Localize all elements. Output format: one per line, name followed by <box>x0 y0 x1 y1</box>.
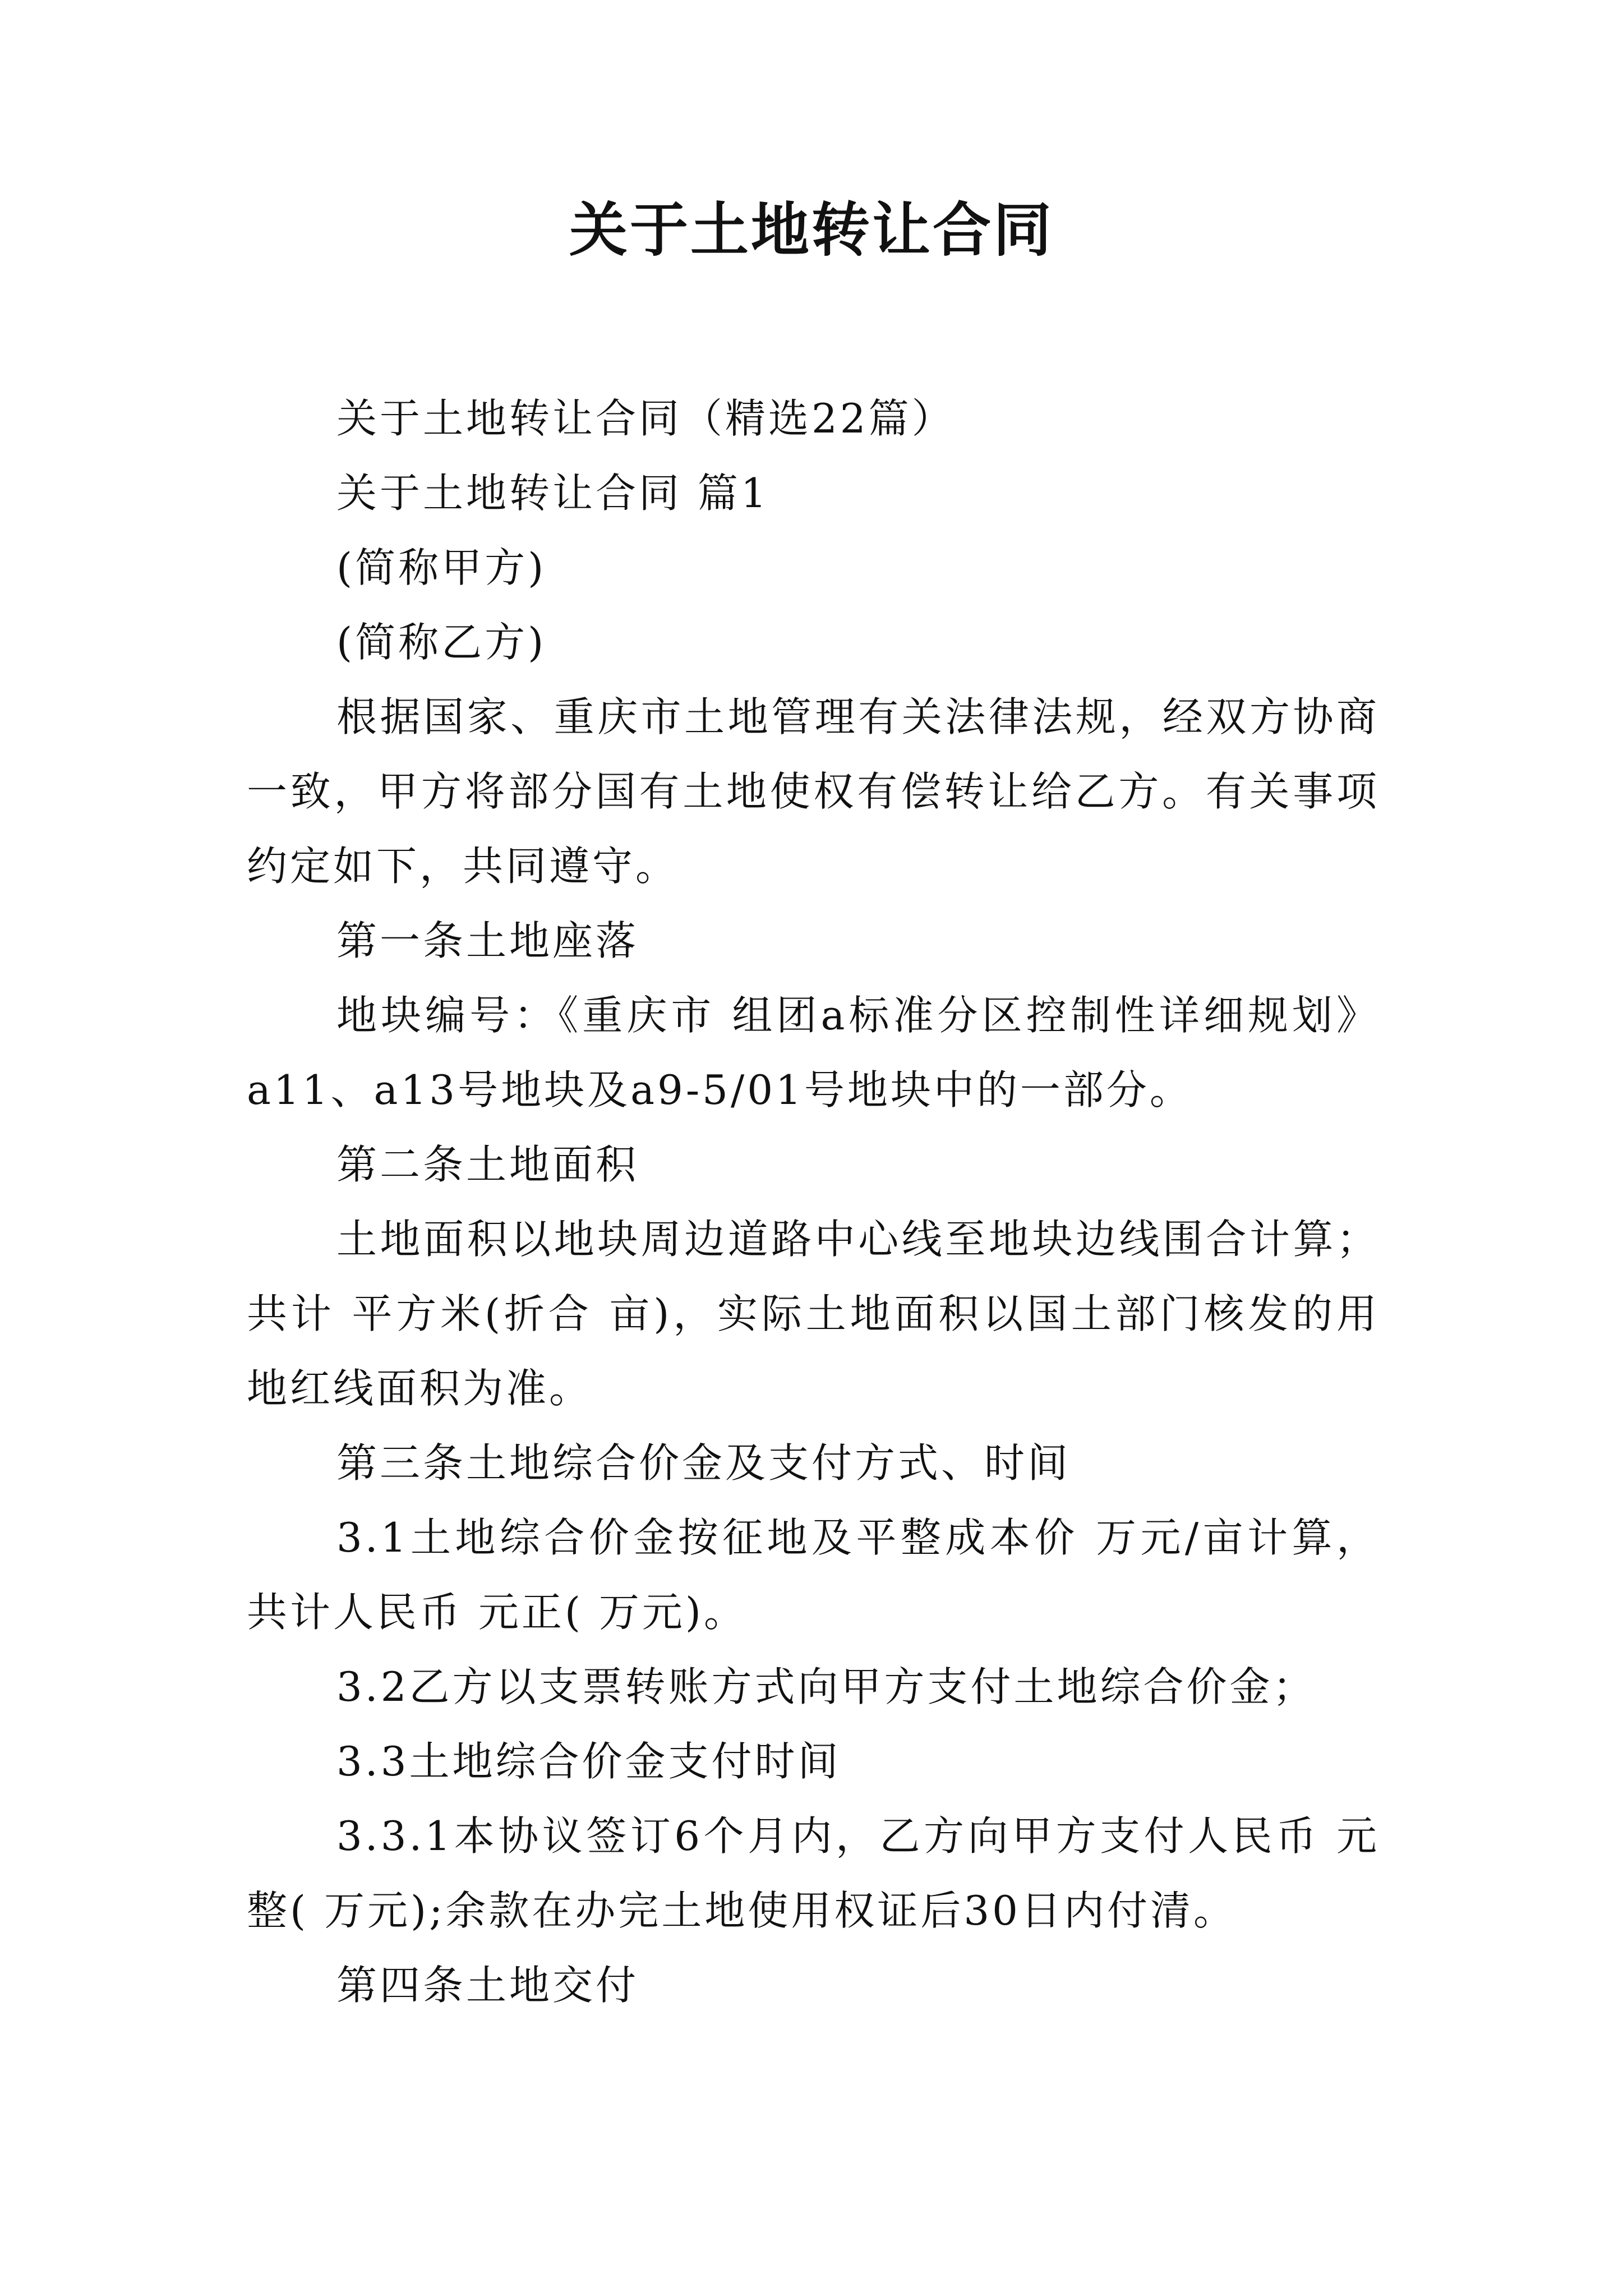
paragraph-clause-1-body: 地块编号：《重庆市 组团a标准分区控制性详细规划》a11、a13号地块及a9-5/01号地块中的一部分。 <box>247 992 1380 1114</box>
paragraph-party-b: (简称乙方) <box>336 619 547 666</box>
paragraph-party-a: (简称甲方) <box>336 544 547 591</box>
document-title: 关于土地转让合同 <box>569 195 1054 264</box>
paragraph-clause-4-heading: 第四条土地交付 <box>336 1962 639 2009</box>
paragraph-clause-3-heading: 第三条土地综合价金及支付方式、时间 <box>336 1439 1071 1487</box>
paragraph-preamble: 根据国家、重庆市土地管理有关法律法规，经双方协商一致，甲方将部分国有土地使权有偿转让给乙方。有关事项约定如下，共同遵守。 <box>247 693 1380 890</box>
paragraph-article-heading: 关于土地转让合同 篇1 <box>336 470 769 517</box>
document-body <box>247 381 1380 2023</box>
paragraph-clause-2-body: 土地面积以地块周边道路中心线至地块边线围合计算；共计 平方米(折合 亩)，实际土地面积以国土部门核发的用地红线面积为准。 <box>247 1216 1380 1412</box>
paragraph-clause-3-2: 3.2乙方以支票转账方式向甲方支付土地综合价金； <box>336 1663 1316 1710</box>
paragraph-clause-1-heading: 第一条土地座落 <box>336 917 639 964</box>
paragraph-clause-3-3-1: 3.3.1本协议签订6个月内，乙方向甲方支付人民币 元整( 万元);余款在办完土地使用权证后30日内付清。 <box>247 1812 1380 1934</box>
paragraph-clause-3-1: 3.1土地综合价金按征地及平整成本价 万元/亩计算，共计人民币 元正( 万元)。 <box>247 1514 1380 1636</box>
paragraph-clause-3-3: 3.3土地综合价金支付时间 <box>336 1738 841 1785</box>
paragraph-clause-2-heading: 第二条土地面积 <box>336 1141 639 1188</box>
paragraph-collection-title: 关于土地转让合同（精选22篇） <box>336 395 955 442</box>
